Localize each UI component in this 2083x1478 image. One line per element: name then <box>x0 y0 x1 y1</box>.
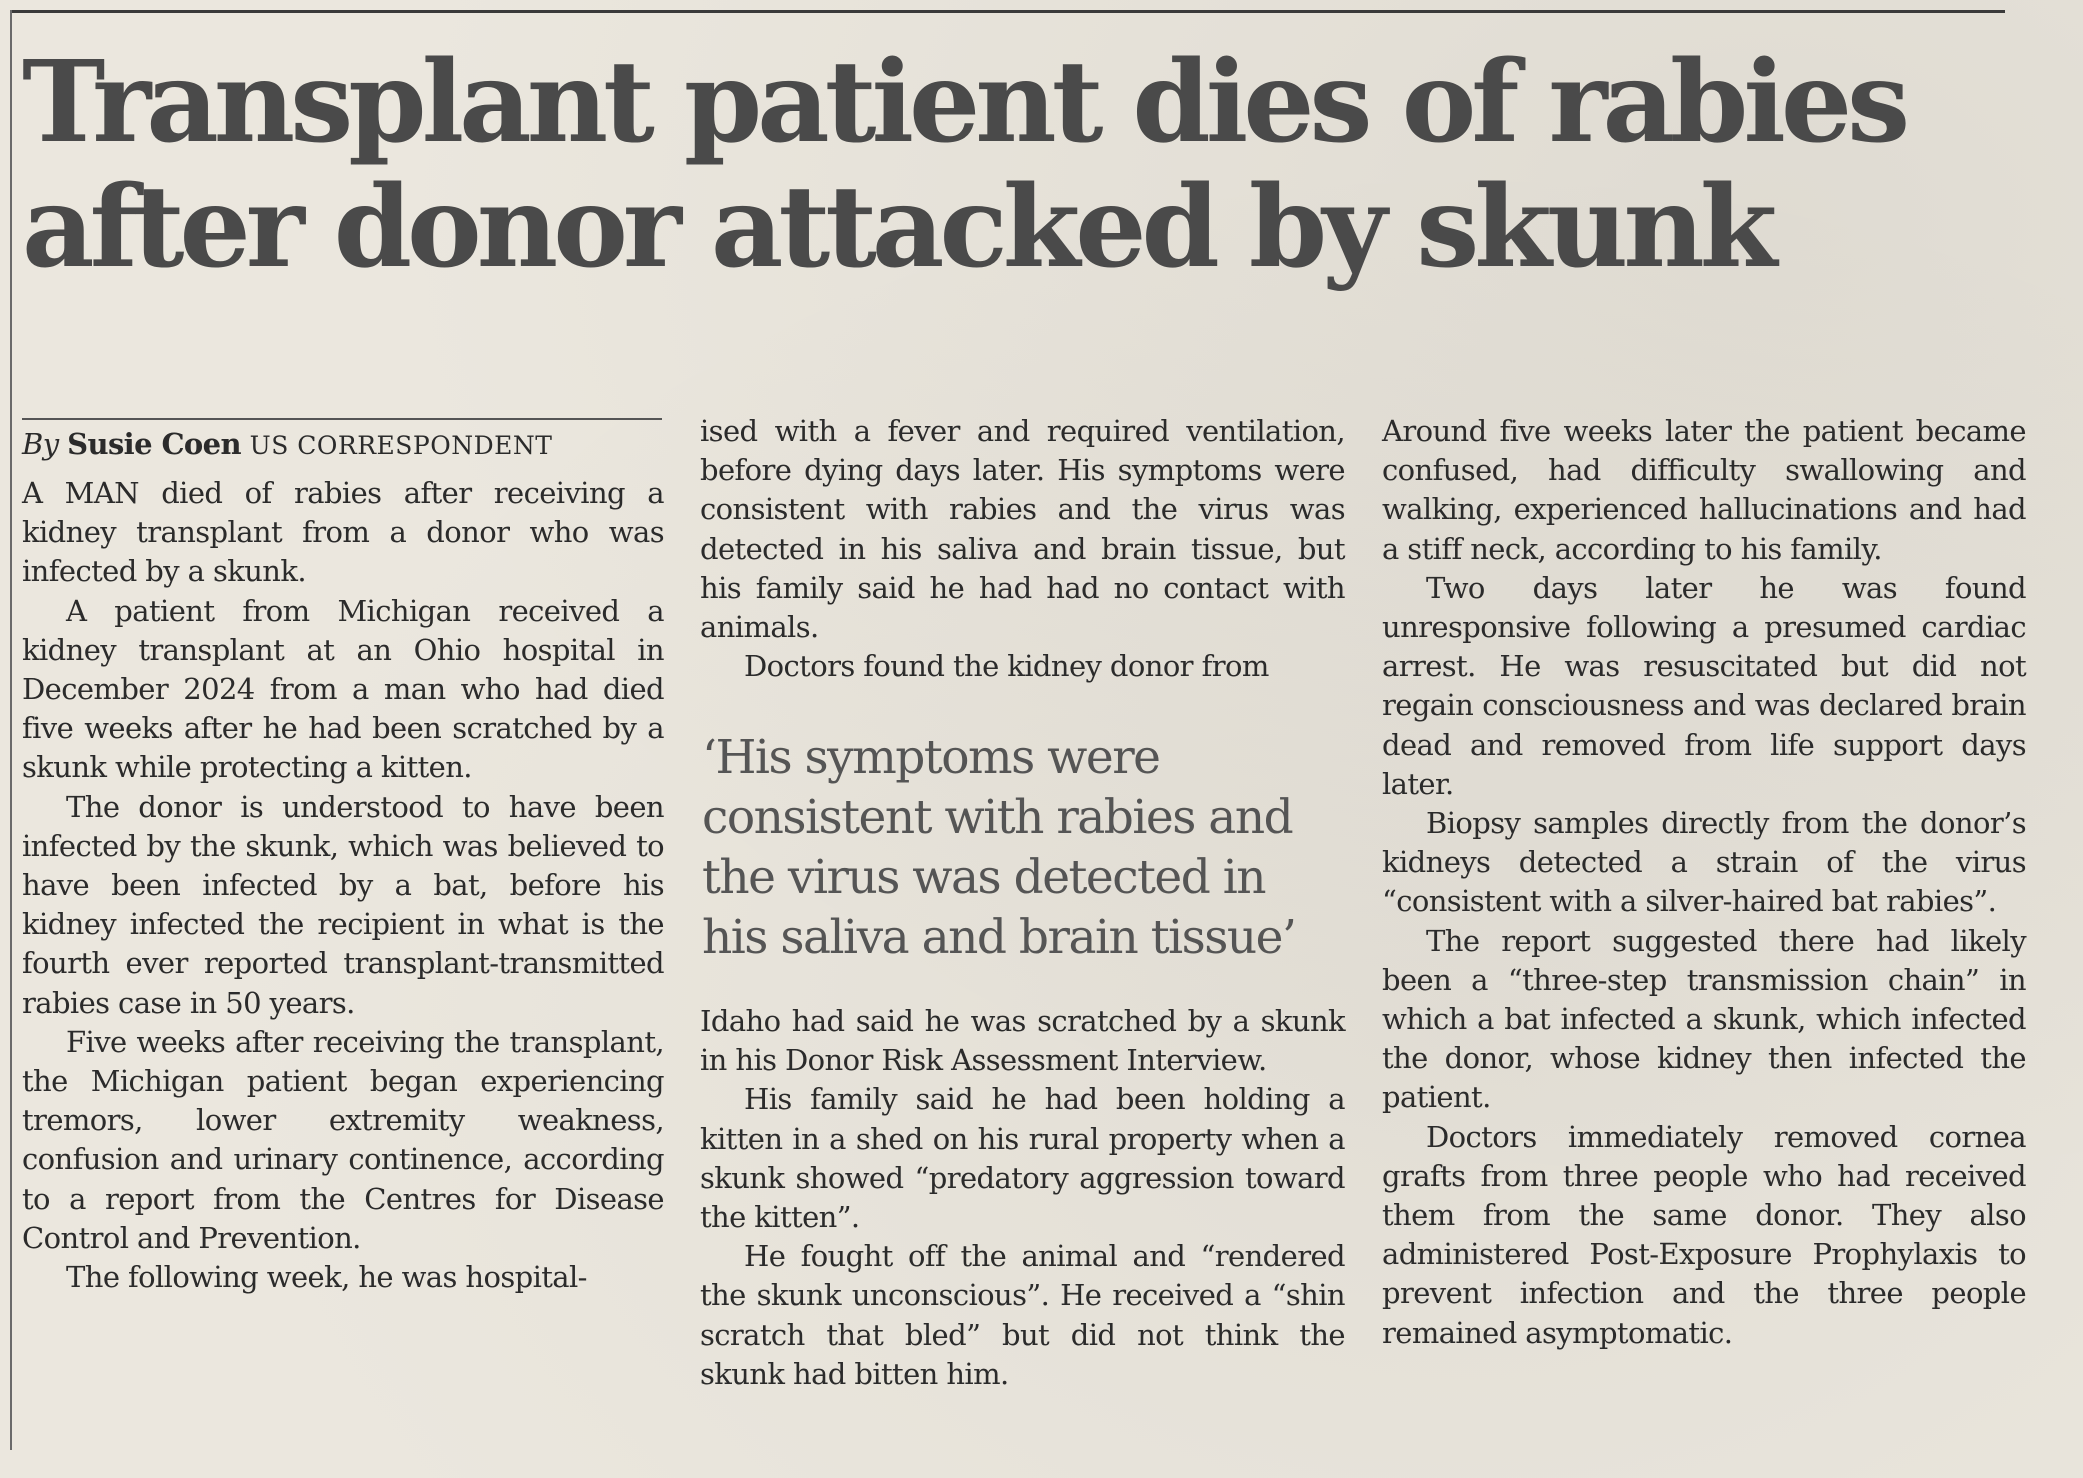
author-role: US CORRESPONDENT <box>249 431 553 460</box>
left-column-rule <box>10 10 12 1450</box>
paragraph: The report suggested there had likely been a “three-step transmission chain” in which a bat infected a skunk, which infected the donor, whose kidney then infected the patient. <box>1382 923 2026 1115</box>
paragraph: ised with a fever and required ventilation, before dying days later. His symptoms were consistent with rabies and the virus was detected in his saliva and brain tissue, but his family said he had had no contact with animals. <box>700 414 1345 645</box>
paragraph: A patient from Michigan received a kidney transplant at an Ohio hospital in December 2024 from a man who had died five weeks after he had been scratched by a skunk while protecting a kitten. <box>22 593 664 785</box>
paragraph: The donor is understood to have been infected by the skunk, which was believed to have been infected by a bat, before his kidney infected the recipient in what is the fourth ever reported transplant-transmitted rabies case in 50 years. <box>22 789 664 1020</box>
paragraph: Biopsy samples directly from the donor’s kidneys detected a strain of the virus “consistent with a silver-haired bat rabies”. <box>1382 806 2026 919</box>
pull-quote-line: ‘His symptoms were <box>702 730 1160 785</box>
paragraph: Five weeks after receiving the transplant, the Michigan patient began experiencing tremors, lower extremity weakness, confusion and urinary continence, according to a report from the Centres for Disease Control and Prevention. <box>22 1024 664 1255</box>
paragraph: Doctors immediately removed cornea grafts from three people who had received them from the same donor. They also administered Post-Exposure Prophylaxis to prevent infection and the three people remained asymptomatic. <box>1382 1119 2026 1350</box>
article-column-1 <box>22 422 664 1297</box>
paragraph: The following week, he was hospital- <box>66 1260 587 1295</box>
pull-quote-line: the virus was detected in <box>702 850 1266 905</box>
paragraph: He fought off the animal and “rendered the skunk unconscious”. He received a “shin scratch that bled” but did not think the skunk had bitten him. <box>700 1239 1345 1391</box>
paragraph: His family said he had been holding a kitten in a shed on his rural property when a skunk showed “predatory aggression toward the kitten”. <box>700 1082 1345 1235</box>
paragraph: Around five weeks later the patient became confused, had difficulty swallowing and walking, experienced hallucinations and had a stiff neck, according to his family. <box>1382 414 2026 566</box>
byline <box>22 422 664 468</box>
article-column-3 <box>1382 412 2026 1353</box>
paragraph: Idaho had said he was scratched by a skunk in his Donor Risk Assessment Interview. <box>700 1004 1345 1078</box>
paragraph: Doctors found the kidney donor from <box>744 649 1269 684</box>
pull-quote-line: his saliva and brain tissue’ <box>702 910 1296 965</box>
byline-rule <box>22 418 662 420</box>
paragraph: Two days later he was found unresponsive following a presumed cardiac arrest. He was resuscitated but did not regain consciousness and was declared brain dead and removed from life support days later. <box>1382 570 2026 801</box>
headline <box>22 37 2062 293</box>
author-name: Susie Coen <box>67 427 242 461</box>
headline-line-1: Transplant patient dies of rabies <box>22 37 1906 168</box>
byline-prefix: By <box>22 427 59 461</box>
article-column-2-continued <box>700 1002 1345 1394</box>
paragraph: A MAN died of rabies after receiving a kidney transplant from a donor who was infected by a skunk. <box>22 476 664 589</box>
top-rule <box>10 10 2005 13</box>
headline-line-2: after donor attacked by skunk <box>22 162 1773 293</box>
pull-quote <box>702 728 1342 968</box>
pull-quote-line: consistent with rabies and <box>702 790 1293 845</box>
article-column-2 <box>700 412 1345 686</box>
